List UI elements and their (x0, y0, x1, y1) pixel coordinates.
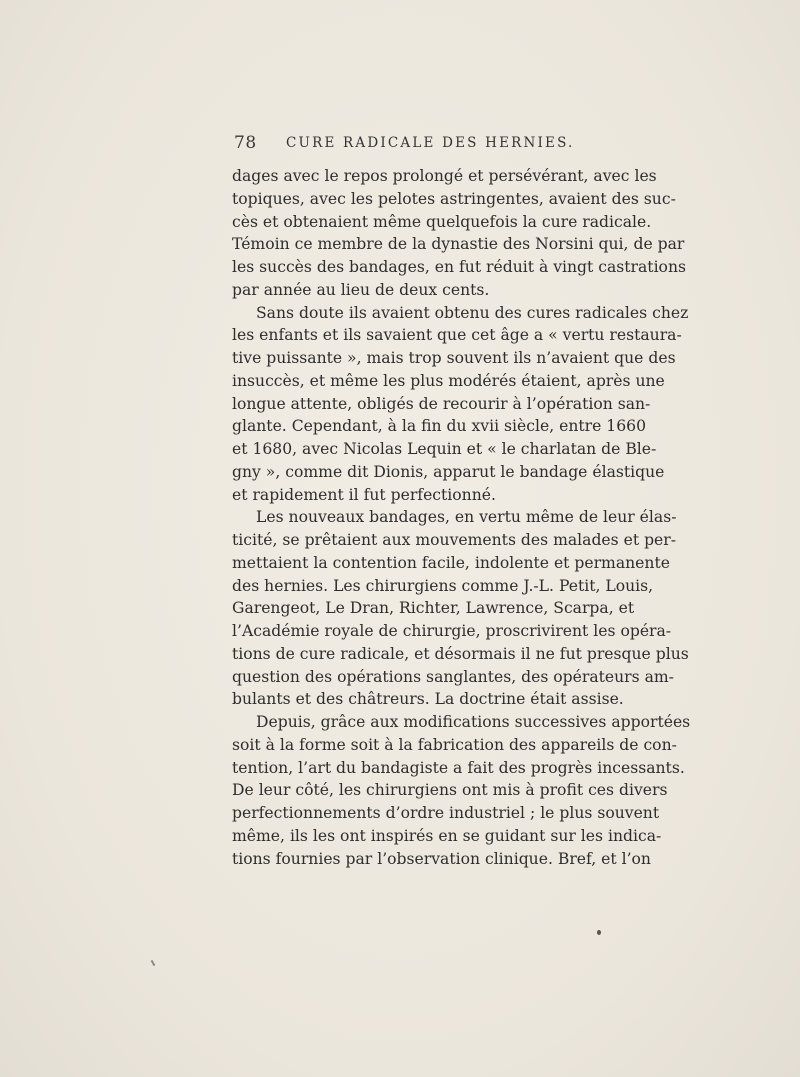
text-line: les enfants et ils savaient que cet âge a « vertu restaura- (232, 326, 682, 345)
text-line: Témoin ce membre de la dynastie des Norsini qui, de par (232, 235, 685, 254)
text-line: longue attente, obligés de recourir à l’opération san- (232, 394, 651, 413)
text-line: Sans doute ils avaient obtenu des cures radicales chez (256, 303, 689, 322)
body-text (232, 165, 691, 870)
ink-speck (597, 930, 601, 935)
text-line: topiques, avec les pelotes astringentes, avaient des suc- (232, 189, 676, 208)
text-line: cès et obtenaient même quelquefois la cure radicale. (232, 212, 652, 231)
text-line: De leur côté, les chirurgiens ont mis à profit ces divers (232, 781, 668, 800)
text-line: les succès des bandages, en fut réduit à vingt castrations (232, 258, 686, 276)
text-line: Garengeot, Le Dran, Richter, Lawrence, Scarpa, et (232, 599, 635, 618)
running-head: CURE RADICALE DES HERNIES. (286, 135, 575, 151)
text-line: ticité, se prêtaient aux mouvements des malades et per- (232, 531, 677, 549)
text-line: Depuis, grâce aux modifications successives apportées (256, 713, 691, 731)
text-line: dages avec le repos prolongé et persévérant, avec les (232, 167, 657, 185)
page-number: 78 (234, 133, 257, 153)
text-line: et 1680, avec Nicolas Lequin et « le charlatan de Ble- (232, 440, 657, 458)
text-line: insuccès, et même les plus modérés étaient, après une (232, 371, 665, 390)
page-header (234, 133, 602, 157)
text-line: et rapidement il fut perfectionné. (232, 485, 496, 504)
text-line: tions de cure radicale, et désormais il ne fut presque plus (232, 644, 689, 663)
text-line: Les nouveaux bandages, en vertu même de leur élas- (256, 508, 677, 527)
text-line: tention, l’art du bandagiste a fait des progrès incessants. (232, 758, 685, 777)
text-line: glante. Cependant, à la fin du xvii siècle, entre 1660 (232, 417, 646, 436)
text-line: même, ils les ont inspirés en se guidant sur les indica- (232, 826, 662, 845)
text-line: mettaient la contention facile, indolente et permanente (232, 553, 670, 572)
text-line: perfectionnements d’ordre industriel ; le plus souvent (232, 804, 660, 822)
text-line: tive puissante », mais trop souvent ils n’avaient que des (232, 349, 676, 367)
text-line: tions fournies par l’observation clinique. Bref, et l’on (232, 849, 651, 868)
paragraph (232, 302, 689, 507)
text-line: par année au lieu de deux cents. (232, 280, 490, 299)
text-line: bulants et des châtreurs. La doctrine était assise. (232, 690, 624, 709)
paragraph (232, 711, 691, 870)
ink-speck (151, 960, 156, 966)
paragraph (232, 165, 686, 302)
paragraph (232, 506, 689, 711)
text-line: soit à la forme soit à la fabrication des appareils de con- (232, 735, 677, 754)
text-line: question des opérations sanglantes, des opérateurs am- (232, 667, 674, 686)
text-line: l’Académie royale de chirurgie, proscrivirent les opéra- (232, 622, 672, 640)
text-line: gny », comme dit Dionis, apparut le bandage élastique (232, 462, 665, 481)
text-line: des hernies. Les chirurgiens comme J.-L. Petit, Louis, (232, 576, 654, 595)
